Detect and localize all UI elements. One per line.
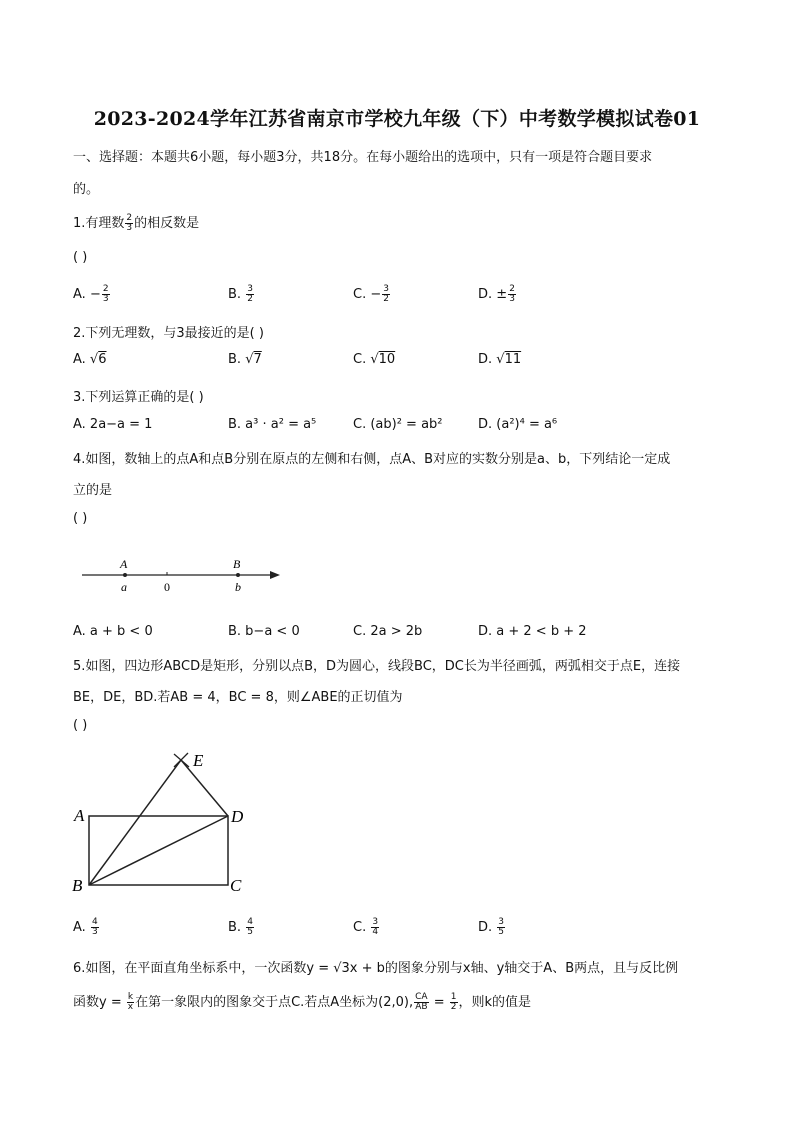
q1-option-c[interactable]: C. − $\frac{3}{2}$ (353, 284, 389, 304)
label-origin: 0 (164, 580, 170, 594)
q4-number-line-figure (78, 552, 288, 598)
label-value-a: a (121, 580, 127, 594)
label-point-a: A (120, 557, 128, 571)
segment-de (181, 760, 228, 816)
number-line-arrow-icon (270, 571, 280, 579)
q1-fraction: $\frac{2}{3}$ (126, 213, 133, 233)
label-c: C (230, 876, 242, 895)
q3-stem: 3.下列运算正确的是( ) (73, 390, 204, 405)
segment-bd (89, 816, 228, 885)
q5-stem-line1: 5.如图，四边形ABCD是矩形，分别以点B，D为圆心，线段BC，DC长为半径画弧，两弧相交于点E，连接 (73, 659, 681, 674)
q2-option-d[interactable]: D. √11 (478, 352, 522, 367)
point-b-dot (236, 573, 240, 577)
label-value-b: b (235, 580, 241, 594)
q4-option-b[interactable]: B. b−a < 0 (228, 624, 300, 639)
q5-option-d[interactable]: D. $\frac{3}{5}$ (478, 917, 505, 937)
q3-option-b[interactable]: B. a³ · a² = a⁵ (228, 417, 317, 432)
label-point-b: B (233, 557, 241, 571)
q5-option-b[interactable]: B. $\frac{4}{5}$ (228, 917, 253, 937)
q5-stem-line2: BE，DE，BD.若AB = 4，BC = 8，则∠ABE的正切值为 (73, 690, 403, 705)
label-e: E (193, 751, 204, 770)
section-heading-line2: 的。 (73, 182, 100, 197)
q6-stem-line1: 6.如图，在平面直角坐标系中，一次函数y = √3x + b的图象分别与x轴、y轴交于A、B两点，且与反比例 (73, 961, 679, 976)
q4-option-a[interactable]: A. a + b < 0 (73, 624, 153, 639)
q6-stem-line2: 函数y = $\frac{k}{x}$ 在第一象限内的图象交于点C.若点A坐标为(2,0), $\frac{CA}{AB}$ = $\frac{1}{2}$ ，则k的值是 (73, 992, 532, 1012)
label-a: A (74, 806, 85, 825)
q2-option-c[interactable]: C. √10 (353, 352, 396, 367)
section-heading-line1: 一、选择题：本题共6小题，每小题3分，共18分。在每小题给出的选项中，只有一项是符合题目要求 (73, 150, 653, 165)
q3-option-c[interactable]: C. (ab)² = ab² (353, 417, 443, 432)
q1-stem: 1.有理数 $\frac{2}{3}$ 的相反数是 (73, 213, 200, 233)
q2-stem: 2.下列无理数，与3最接近的是( ) (73, 326, 264, 341)
q5-rectangle-figure (68, 745, 258, 900)
q3-option-a[interactable]: A. 2a−a = 1 (73, 417, 153, 432)
q4-option-d[interactable]: D. a + 2 < b + 2 (478, 624, 587, 639)
q3-option-d[interactable]: D. (a²)⁴ = a⁶ (478, 417, 558, 432)
q4-option-c[interactable]: C. 2a > 2b (353, 624, 423, 639)
q1-option-b[interactable]: B. $\frac{3}{2}$ (228, 284, 253, 304)
q5-option-a[interactable]: A. $\frac{4}{3}$ (73, 917, 98, 937)
q5-answer-paren: ( ) (73, 718, 88, 733)
q5-option-c[interactable]: C. $\frac{3}{4}$ (353, 917, 379, 937)
segment-be (89, 760, 181, 885)
q4-stem-line2: 立的是 (73, 483, 113, 498)
q4-answer-paren: ( ) (73, 511, 88, 526)
q2-option-b[interactable]: B. √7 (228, 352, 262, 367)
q4-stem-line1: 4.如图，数轴上的点A和点B分别在原点的左侧和右侧，点A、B对应的实数分别是a、b，下列结论一定成 (73, 452, 671, 467)
label-b: B (72, 876, 83, 895)
q1-answer-paren: ( ) (73, 250, 88, 265)
q1-option-d[interactable]: D. ± $\frac{2}{3}$ (478, 284, 515, 304)
point-a-dot (123, 573, 127, 577)
q2-option-a[interactable]: A. √6 (73, 352, 107, 367)
q1-option-a[interactable]: A. − $\frac{2}{3}$ (73, 284, 109, 304)
page-title: 2023-2024学年江苏省南京市学校九年级（下）中考数学模拟试卷01 (93, 108, 701, 130)
label-d: D (231, 807, 244, 826)
